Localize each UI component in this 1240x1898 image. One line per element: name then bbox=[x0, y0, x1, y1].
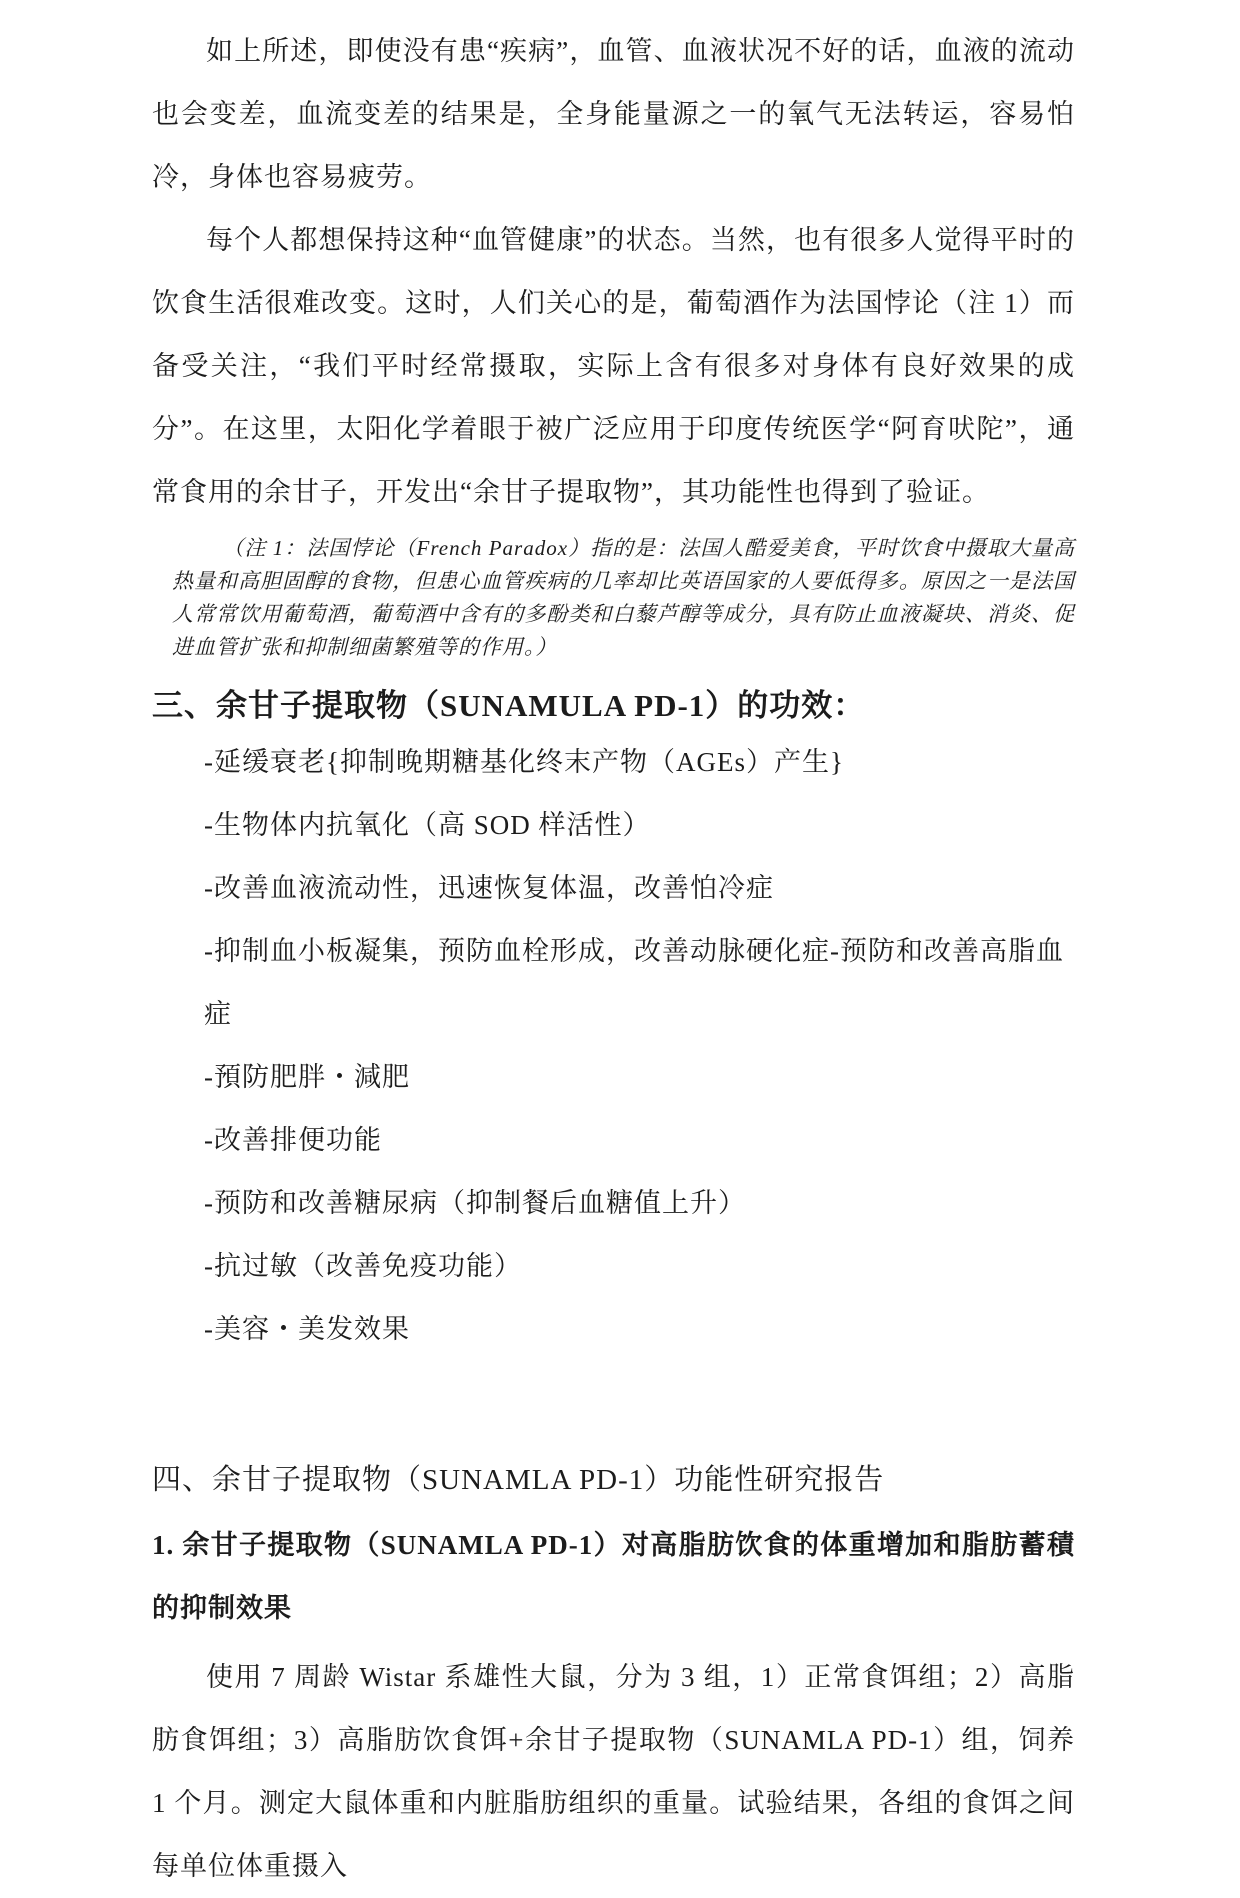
footnote-1: （注 1：法国悖论（French Paradox）指的是：法国人酷爱美食，平时饮食中摄取大量高热量和高胆固醇的食物，但患心血管疾病的几率却比英语国家的人要低得多。原因之一是法国人常常饮用葡萄酒，葡萄酒中含有的多酚类和白藜芦醇等成分，具有防止血液凝块、消炎、促进血管扩张和抑制细菌繁殖等的作用。） bbox=[172, 536, 1075, 659]
efficacy-item-blood-fluidity: -改善血液流动性，迅速恢复体温，改善怕冷症 bbox=[204, 873, 774, 903]
efficacy-item-obesity: -預防肥胖・減肥 bbox=[204, 1062, 410, 1092]
efficacy-item-anti-aging: -延缓衰老{抑制晚期糖基化终末产物（AGEs）产生} bbox=[204, 747, 844, 777]
paragraph-french-paradox: 每个人都想保持这种“血管健康”的状态。当然，也有很多人觉得平时的饮食生活很难改变。这时，人们关心的是，葡萄酒作为法国悖论（注 1）而备受关注，“我们平时经常摄取，实际上含有很多对身体有良好效果的成分”。在这里，太阳化学着眼于被广泛应用于印度传统医学“阿育吠陀”，通常食用的余甘子，开发出“余甘子提取物”，其功能性也得到了验证。 bbox=[152, 225, 1075, 507]
efficacy-item-beauty: -美容・美发效果 bbox=[204, 1314, 410, 1344]
efficacy-list bbox=[204, 731, 1075, 1361]
section-3-heading: 三、余甘子提取物（SUNAMULA PD-1）的功效： bbox=[152, 688, 866, 723]
efficacy-item-antioxidant: -生物体内抗氧化（高 SOD 样活性） bbox=[204, 810, 651, 840]
subsection-1-heading: 1. 余甘子提取物（SUNAMLA PD-1）对高脂肪饮食的体重增加和脂肪蓄積的抑制效果 bbox=[152, 1530, 1075, 1623]
efficacy-item-antiallergy: -抗过敏（改善免疫功能） bbox=[204, 1251, 522, 1281]
study-paragraph-rats: 使用 7 周龄 Wistar 系雄性大鼠，分为 3 组，1）正常食饵组；2）高脂肪食饵组；3）高脂肪饮食饵+余甘子提取物（SUNAMLA PD-1）组，饲养 1 个月。测定大鼠体重和内脏脂肪组织的重量。试验结果，各组的食饵之间每单位体重摄入 bbox=[152, 1662, 1075, 1881]
efficacy-item-antithrombosis: -抑制血小板凝集，预防血栓形成，改善动脉硬化症-预防和改善高脂血症 bbox=[204, 936, 1064, 1029]
efficacy-item-bowel: -改善排便功能 bbox=[204, 1125, 382, 1155]
paragraph-blood-flow: 如上所述，即使没有患“疾病”，血管、血液状况不好的话，血液的流动也会变差，血流变差的结果是，全身能量源之一的氧气无法转运，容易怕冷，身体也容易疲劳。 bbox=[152, 36, 1075, 192]
section-4-heading: 四、余甘子提取物（SUNAMLA PD-1）功能性研究报告 bbox=[152, 1464, 885, 1496]
efficacy-item-diabetes: -预防和改善糖尿病（抑制餐后血糖值上升） bbox=[204, 1188, 746, 1218]
